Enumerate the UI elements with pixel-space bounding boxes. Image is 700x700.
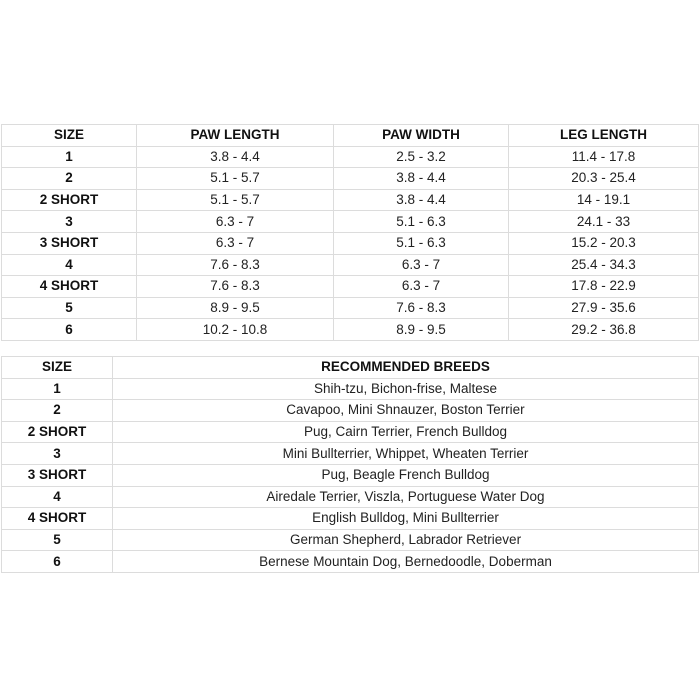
size-cell: 6 <box>2 551 113 573</box>
leg-length-cell: 14 - 19.1 <box>509 189 699 211</box>
leg-length-cell: 24.1 - 33 <box>509 211 699 233</box>
table-row <box>2 486 699 508</box>
size-chart-table <box>1 124 699 341</box>
size-cell: 3 SHORT <box>2 464 113 486</box>
paw-width-cell: 3.8 - 4.4 <box>334 168 509 190</box>
breeds-cell: German Shepherd, Labrador Retriever <box>113 529 699 551</box>
table-row <box>2 443 699 465</box>
table-row <box>2 297 699 319</box>
size-chart-header-row <box>2 125 699 147</box>
table-row <box>2 551 699 573</box>
size-cell: 3 <box>2 443 113 465</box>
recommended-breeds-table <box>1 356 699 573</box>
table-row <box>2 508 699 530</box>
header-recommended-breeds: RECOMMENDED BREEDS <box>113 357 699 379</box>
header-leg-length: LEG LENGTH <box>509 125 699 147</box>
table-row <box>2 319 699 341</box>
paw-length-cell: 7.6 - 8.3 <box>137 254 334 276</box>
table-row <box>2 189 699 211</box>
breeds-cell: Cavapoo, Mini Shnauzer, Boston Terrier <box>113 400 699 422</box>
breeds-cell: Mini Bullterrier, Whippet, Wheaten Terrier <box>113 443 699 465</box>
breeds-header-row <box>2 357 699 379</box>
paw-width-cell: 6.3 - 7 <box>334 254 509 276</box>
size-cell: 2 SHORT <box>2 421 113 443</box>
paw-length-cell: 10.2 - 10.8 <box>137 319 334 341</box>
paw-width-cell: 5.1 - 6.3 <box>334 232 509 254</box>
table-row <box>2 378 699 400</box>
table-row <box>2 146 699 168</box>
paw-length-cell: 6.3 - 7 <box>137 232 334 254</box>
paw-width-cell: 8.9 - 9.5 <box>334 319 509 341</box>
paw-length-cell: 6.3 - 7 <box>137 211 334 233</box>
paw-length-cell: 5.1 - 5.7 <box>137 168 334 190</box>
size-cell: 1 <box>2 146 137 168</box>
size-cell: 3 <box>2 211 137 233</box>
header-paw-width: PAW WIDTH <box>334 125 509 147</box>
header-size: SIZE <box>2 357 113 379</box>
table-row <box>2 400 699 422</box>
paw-length-cell: 8.9 - 9.5 <box>137 297 334 319</box>
size-cell: 5 <box>2 297 137 319</box>
size-cell: 4 SHORT <box>2 508 113 530</box>
size-cell: 1 <box>2 378 113 400</box>
paw-width-cell: 6.3 - 7 <box>334 276 509 298</box>
paw-length-cell: 3.8 - 4.4 <box>137 146 334 168</box>
breeds-cell: Pug, Cairn Terrier, French Bulldog <box>113 421 699 443</box>
breeds-cell: English Bulldog, Mini Bullterrier <box>113 508 699 530</box>
paw-width-cell: 2.5 - 3.2 <box>334 146 509 168</box>
leg-length-cell: 15.2 - 20.3 <box>509 232 699 254</box>
size-cell: 4 <box>2 254 137 276</box>
paw-width-cell: 3.8 - 4.4 <box>334 189 509 211</box>
breeds-cell: Shih-tzu, Bichon-frise, Maltese <box>113 378 699 400</box>
leg-length-cell: 17.8 - 22.9 <box>509 276 699 298</box>
size-cell: 6 <box>2 319 137 341</box>
table-row <box>2 168 699 190</box>
paw-length-cell: 7.6 - 8.3 <box>137 276 334 298</box>
size-cell: 5 <box>2 529 113 551</box>
table-row <box>2 254 699 276</box>
leg-length-cell: 11.4 - 17.8 <box>509 146 699 168</box>
table-row <box>2 211 699 233</box>
leg-length-cell: 20.3 - 25.4 <box>509 168 699 190</box>
size-cell: 4 SHORT <box>2 276 137 298</box>
breeds-cell: Airedale Terrier, Viszla, Portuguese Water Dog <box>113 486 699 508</box>
size-cell: 2 <box>2 168 137 190</box>
size-cell: 3 SHORT <box>2 232 137 254</box>
paw-length-cell: 5.1 - 5.7 <box>137 189 334 211</box>
paw-width-cell: 5.1 - 6.3 <box>334 211 509 233</box>
breeds-cell: Pug, Beagle French Bulldog <box>113 464 699 486</box>
breeds-cell: Bernese Mountain Dog, Bernedoodle, Doberman <box>113 551 699 573</box>
size-cell: 4 <box>2 486 113 508</box>
leg-length-cell: 25.4 - 34.3 <box>509 254 699 276</box>
header-size: SIZE <box>2 125 137 147</box>
table-row <box>2 529 699 551</box>
size-cell: 2 SHORT <box>2 189 137 211</box>
size-cell: 2 <box>2 400 113 422</box>
table-row <box>2 276 699 298</box>
table-row <box>2 421 699 443</box>
leg-length-cell: 29.2 - 36.8 <box>509 319 699 341</box>
table-row <box>2 232 699 254</box>
table-row <box>2 464 699 486</box>
paw-width-cell: 7.6 - 8.3 <box>334 297 509 319</box>
header-paw-length: PAW LENGTH <box>137 125 334 147</box>
leg-length-cell: 27.9 - 35.6 <box>509 297 699 319</box>
